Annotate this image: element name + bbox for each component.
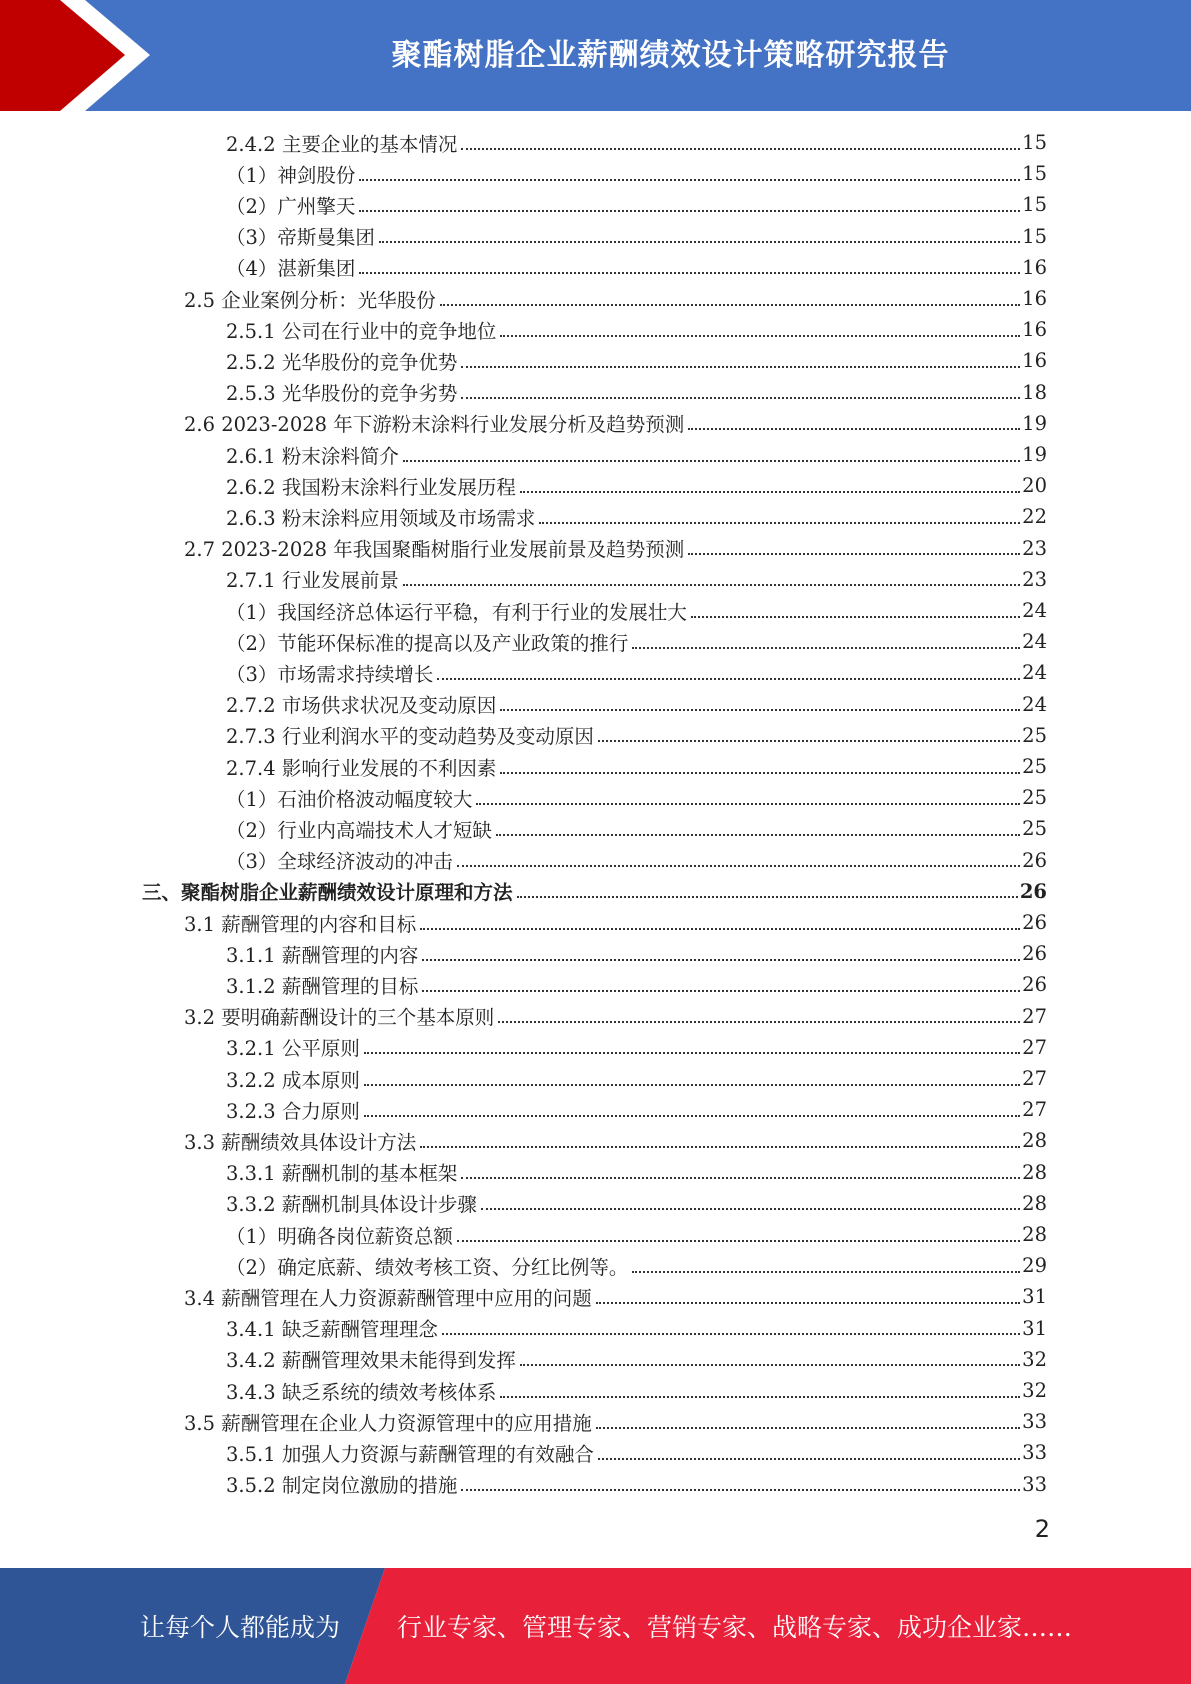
footer-slogan-right: 行业专家、管理专家、营销专家、战略专家、成功企业家…… [397, 1613, 1073, 1642]
toc-entry-page: 31 [1022, 1285, 1047, 1309]
toc-leader-dots [500, 1396, 1020, 1398]
toc-entry[interactable] [226, 1437, 1047, 1468]
toc-entry-page: 15 [1022, 224, 1047, 248]
toc-leader-dots [437, 678, 1020, 680]
toc-entry[interactable] [142, 876, 1047, 907]
toc-entry-page: 26 [1022, 973, 1047, 997]
toc-entry-title: （1）神剑股份 [226, 163, 356, 187]
toc-entry[interactable] [226, 1250, 1047, 1281]
toc-entry[interactable] [226, 470, 1047, 501]
toc-entry-page: 16 [1022, 318, 1047, 342]
toc-entry-title: 2.7.3 行业利润水平的变动趋势及变动原因 [226, 725, 594, 749]
toc-leader-dots [420, 1146, 1020, 1148]
toc-leader-dots [461, 148, 1020, 150]
toc-entry-title: 2.6 2023-2028 年下游粉末涂料行业发展分析及趋势预测 [184, 413, 685, 437]
toc-entry-page: 29 [1022, 1254, 1047, 1278]
toc-entry-title: 2.6.3 粉末涂料应用领域及市场需求 [226, 506, 536, 530]
toc-entry-title: 2.4.2 主要企业的基本情况 [226, 132, 458, 156]
toc-entry-title: 2.7 2023-2028 年我国聚酯树脂行业发展前景及趋势预测 [184, 538, 685, 562]
toc-entry-page: 19 [1022, 443, 1047, 466]
toc-entry[interactable] [184, 1001, 1047, 1032]
toc-entry-title: 3.3 薪酬绩效具体设计方法 [184, 1130, 417, 1154]
toc-entry-title: 3.5 薪酬管理在企业人力资源管理中的应用措施 [184, 1411, 592, 1435]
toc-entry-title: 3.5.2 制定岗位激励的措施 [226, 1474, 458, 1498]
toc-leader-dots [359, 272, 1020, 274]
page-header [0, 0, 1191, 111]
toc-entry[interactable] [226, 1157, 1047, 1188]
toc-entry-title: 2.6.1 粉末涂料简介 [226, 444, 399, 468]
toc-entry-page: 33 [1022, 1410, 1047, 1434]
toc-leader-dots [440, 304, 1020, 306]
toc-entry-title: （1）明确各岗位薪资总额 [226, 1224, 453, 1248]
toc-entry-page: 22 [1022, 505, 1047, 529]
toc-entry-title: 3.1 薪酬管理的内容和目标 [184, 912, 417, 936]
toc-leader-dots [691, 616, 1020, 618]
toc-entry[interactable] [184, 907, 1047, 938]
toc-entry[interactable] [226, 1063, 1047, 1094]
toc-entry-title: （4）湛新集团 [226, 257, 356, 281]
toc-entry-title: 3.1.2 薪酬管理的目标 [226, 974, 419, 998]
toc-leader-dots [442, 1333, 1020, 1335]
toc-entry-page: 27 [1022, 1004, 1047, 1028]
toc-entry[interactable] [226, 439, 1047, 470]
toc-entry-page: 26 [1022, 911, 1047, 934]
toc-entry[interactable] [226, 969, 1047, 1000]
toc-leader-dots [517, 896, 1018, 898]
toc-entry[interactable] [184, 1281, 1047, 1312]
toc-entry-title: 3.4.3 缺乏系统的绩效考核体系 [226, 1380, 497, 1404]
toc-entry-page: 32 [1022, 1347, 1047, 1371]
toc-leader-dots [364, 1115, 1020, 1117]
toc-entry-title: （2）广州擎天 [226, 194, 356, 218]
toc-entry[interactable] [226, 595, 1047, 626]
toc-entry-page: 23 [1022, 536, 1047, 560]
toc-entry[interactable] [226, 189, 1047, 220]
toc-entry[interactable] [184, 533, 1047, 564]
toc-leader-dots [457, 1240, 1020, 1242]
toc-entry[interactable] [226, 1469, 1047, 1500]
toc-entry-page: 33 [1022, 1441, 1047, 1465]
toc-entry-page: 25 [1022, 817, 1047, 841]
toc-leader-dots [422, 990, 1020, 992]
toc-entry-page: 31 [1022, 1316, 1047, 1340]
toc-leader-dots [688, 428, 1020, 430]
toc-entry-page: 16 [1022, 255, 1047, 279]
toc-entry[interactable] [226, 845, 1047, 876]
toc-entry-page: 25 [1022, 755, 1047, 778]
toc-entry-title: 3.4.1 缺乏薪酬管理理念 [226, 1318, 438, 1342]
toc-entry[interactable] [226, 751, 1047, 782]
toc-entry-page: 32 [1022, 1379, 1047, 1402]
page-number: 2 [1034, 1515, 1050, 1543]
toc-entry-title: 3.2.1 公平原则 [226, 1037, 360, 1061]
toc-entry[interactable] [226, 626, 1047, 657]
toc-leader-dots [359, 179, 1020, 181]
toc-entry-title: 3.4 薪酬管理在人力资源薪酬管理中应用的问题 [184, 1286, 592, 1310]
toc-entry-title: 2.5 企业案例分析：光华股份 [184, 288, 436, 312]
toc-leader-dots [403, 584, 1020, 586]
toc-entry-title: （2）节能环保标准的提高以及产业政策的推行 [226, 631, 629, 655]
toc-entry[interactable] [226, 813, 1047, 844]
toc-leader-dots [496, 834, 1020, 836]
toc-entry-title: 2.7.1 行业发展前景 [226, 569, 399, 593]
toc-entry-page: 15 [1022, 131, 1047, 154]
toc-leader-dots [461, 1489, 1020, 1491]
toc-leader-dots [500, 335, 1020, 337]
toc-entry[interactable] [226, 252, 1047, 283]
toc-entry-page: 24 [1022, 599, 1047, 622]
toc-entry-title: 3.2.3 合力原则 [226, 1099, 360, 1123]
toc-leader-dots [461, 1177, 1020, 1179]
toc-leader-dots [457, 865, 1020, 867]
toc-entry[interactable] [226, 689, 1047, 720]
toc-entry-page: 33 [1022, 1472, 1047, 1496]
toc-entry-page: 24 [1022, 630, 1047, 654]
toc-entry-page: 28 [1022, 1223, 1047, 1246]
toc-leader-dots [359, 210, 1020, 212]
toc-entry[interactable] [226, 377, 1047, 408]
toc-entry-title: 3.5.1 加强人力资源与薪酬管理的有效融合 [226, 1442, 594, 1466]
toc-leader-dots [598, 1458, 1020, 1460]
toc-entry-page: 25 [1022, 786, 1047, 810]
toc-entry-title: （1）石油价格波动幅度较大 [226, 787, 473, 811]
toc-entry-page: 28 [1022, 1129, 1047, 1153]
toc-entry-title: 2.7.4 影响行业发展的不利因素 [226, 756, 497, 780]
toc-entry-title: 2.7.2 市场供求状况及变动原因 [226, 694, 497, 718]
toc-leader-dots [403, 460, 1020, 462]
toc-entry-title: （2）确定底薪、绩效考核工资、分红比例等。 [226, 1255, 629, 1279]
toc-entry[interactable] [226, 1375, 1047, 1406]
toc-entry-title: （1）我国经济总体运行平稳，有利于行业的发展壮大 [226, 600, 687, 624]
toc-entry-page: 23 [1022, 567, 1047, 591]
toc-leader-dots [422, 959, 1020, 961]
toc-leader-dots [498, 1021, 1020, 1023]
toc-entry[interactable] [184, 1406, 1047, 1437]
toc-leader-dots [500, 772, 1020, 774]
toc-leader-dots [364, 1052, 1020, 1054]
toc-entry[interactable] [226, 657, 1047, 688]
toc-entry-page: 26 [1019, 879, 1047, 903]
toc-leader-dots [598, 740, 1020, 742]
toc-entry-title: 2.6.2 我国粉末涂料行业发展历程 [226, 475, 516, 499]
toc-leader-dots [632, 647, 1020, 649]
toc-entry-title: 2.5.2 光华股份的竞争优势 [226, 350, 458, 374]
toc-entry-title: 3.2 要明确薪酬设计的三个基本原则 [184, 1006, 495, 1030]
toc-leader-dots [520, 491, 1020, 493]
toc-entry-title: 2.5.3 光华股份的竞争劣势 [226, 382, 458, 406]
toc-leader-dots [364, 1084, 1020, 1086]
toc-leader-dots [596, 1302, 1020, 1304]
toc-entry[interactable] [226, 158, 1047, 189]
toc-entry-page: 18 [1022, 380, 1047, 404]
toc-entry-page: 16 [1022, 349, 1047, 373]
toc-leader-dots [520, 1364, 1020, 1366]
toc-leader-dots [379, 241, 1020, 243]
toc-entry-title: 2.5.1 公司在行业中的竞争地位 [226, 319, 497, 343]
toc-entry[interactable] [226, 564, 1047, 595]
toc-leader-dots [539, 522, 1020, 524]
toc-entry-title: 3.2.2 成本原则 [226, 1068, 360, 1092]
toc-entry-title: 3.4.2 薪酬管理效果未能得到发挥 [226, 1349, 516, 1373]
toc-leader-dots [461, 366, 1020, 368]
toc-leader-dots [500, 709, 1020, 711]
toc-entry[interactable] [184, 1125, 1047, 1156]
report-title: 聚酯树脂企业薪酬绩效设计策略研究报告 [391, 37, 950, 73]
toc-entry-title: 三、聚酯树脂企业薪酬绩效设计原理和方法 [142, 881, 513, 905]
toc-entry[interactable] [226, 501, 1047, 532]
toc-entry-title: 3.3.1 薪酬机制的基本框架 [226, 1162, 458, 1186]
toc-entry[interactable] [184, 283, 1047, 314]
toc-entry[interactable] [226, 720, 1047, 751]
toc-leader-dots [476, 803, 1020, 805]
toc-entry[interactable] [184, 408, 1047, 439]
toc-entry[interactable] [226, 782, 1047, 813]
toc-entry-page: 27 [1022, 1098, 1047, 1122]
page-footer [0, 1568, 1191, 1684]
toc-entry[interactable] [226, 1344, 1047, 1375]
toc-entry-page: 25 [1022, 723, 1047, 747]
toc-leader-dots [461, 397, 1020, 399]
toc-entry-title: （3）市场需求持续增长 [226, 662, 434, 686]
toc-entry-page: 15 [1022, 193, 1047, 217]
toc-entry[interactable] [226, 345, 1047, 376]
toc-entry-page: 27 [1022, 1067, 1047, 1090]
toc-entry-page: 26 [1022, 942, 1047, 966]
toc-entry-page: 24 [1022, 661, 1047, 685]
toc-leader-dots [688, 553, 1020, 555]
toc-leader-dots [481, 1208, 1020, 1210]
toc-entry[interactable] [226, 1094, 1047, 1125]
toc-entry[interactable] [226, 1313, 1047, 1344]
toc-entry-page: 16 [1022, 287, 1047, 310]
toc-entry[interactable] [226, 1032, 1047, 1063]
toc-leader-dots [420, 928, 1020, 930]
toc-leader-dots [632, 1271, 1020, 1273]
toc-entry[interactable] [226, 127, 1047, 158]
toc-entry-title: （3）帝斯曼集团 [226, 226, 375, 250]
toc-entry-page: 28 [1022, 1191, 1047, 1215]
toc-leader-dots [596, 1427, 1020, 1429]
toc-entry[interactable] [226, 1188, 1047, 1219]
toc-entry-title: （3）全球经济波动的冲击 [226, 850, 453, 874]
footer-slogan-left: 让每个人都能成为 [140, 1613, 341, 1642]
toc-entry[interactable] [226, 221, 1047, 252]
toc-entry-page: 19 [1022, 411, 1047, 435]
toc-entry-title: 3.3.2 薪酬机制具体设计步骤 [226, 1193, 477, 1217]
toc-entry-page: 27 [1022, 1035, 1047, 1059]
toc-entry[interactable] [226, 314, 1047, 345]
toc-entry-page: 15 [1022, 162, 1047, 186]
toc-entry-page: 28 [1022, 1160, 1047, 1184]
toc-entry-page: 20 [1022, 474, 1047, 498]
toc-entry-title: 3.1.1 薪酬管理的内容 [226, 943, 419, 967]
toc-entry[interactable] [226, 1219, 1047, 1250]
toc-entry-title: （2）行业内高端技术人才短缺 [226, 818, 492, 842]
toc-entry[interactable] [226, 938, 1047, 969]
toc-entry-page: 26 [1022, 848, 1047, 872]
toc-entry-page: 24 [1022, 692, 1047, 716]
